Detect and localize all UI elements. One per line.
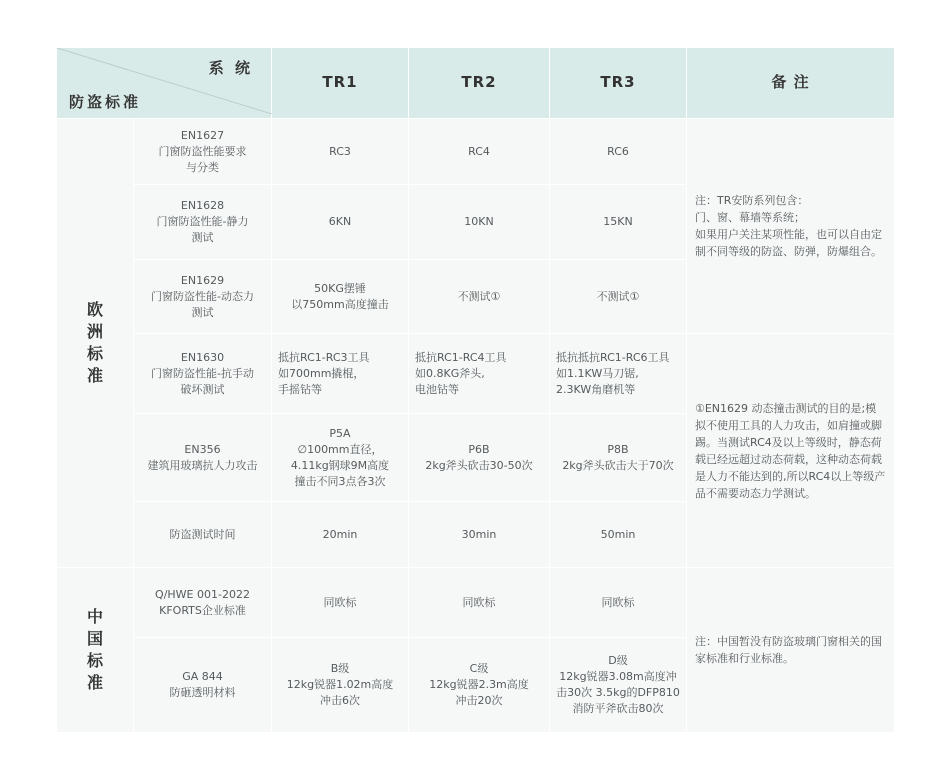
col-header-tr1: TR1 (272, 48, 409, 119)
header-row (57, 48, 895, 119)
tr1-cell: B级 12kg锐器1.02m高度 冲击6次 (272, 638, 409, 733)
group-label-cn: 中 国 标 准 (57, 568, 134, 733)
group-label-eu: 欧 洲 标 准 (57, 119, 134, 568)
standard-label: 防盗标准 (69, 93, 142, 111)
standard-cell: EN1629 门窗防盗性能-动态力 测试 (134, 260, 272, 334)
tr2-cell: RC4 (409, 119, 550, 185)
standard-cell: GA 844 防砸透明材料 (134, 638, 272, 733)
tr1-cell: 同欧标 (272, 568, 409, 638)
table-row (57, 568, 895, 638)
tr1-cell: RC3 (272, 119, 409, 185)
tr3-cell: 15KN (550, 185, 687, 260)
system-label: 系 统 (208, 59, 253, 77)
col-header-remark: 备 注 (687, 48, 895, 119)
tr2-cell: 10KN (409, 185, 550, 260)
tr2-cell: 抵抗RC1-RC4工具 如0.8KG斧头, 电池钻等 (409, 334, 550, 414)
standard-cell: EN1628 门窗防盗性能-静力 测试 (134, 185, 272, 260)
tr2-cell: 不测试① (409, 260, 550, 334)
tr3-cell: RC6 (550, 119, 687, 185)
diagonal-header-cell (57, 48, 272, 119)
tr1-cell: 20min (272, 502, 409, 568)
tr3-cell: P8B 2kg斧头砍击大于70次 (550, 414, 687, 502)
remark-note-1: 注：TR安防系列包含： 门、窗、幕墙等系统； 如果用户关注某项性能，也可以自由定制不同等级的防盗、防弹，防爆组合。 (687, 119, 895, 334)
tr2-cell: C级 12kg锐器2.3m高度 冲击20次 (409, 638, 550, 733)
col-header-tr3: TR3 (550, 48, 687, 119)
tr1-cell: 6KN (272, 185, 409, 260)
remark-note-2: ①EN1629 动态撞击测试的目的是;模拟不使用工具的人力攻击，如肩撞或脚踢。当测试RC4及以上等级时，静态荷载已经远超过动态荷载，这种动态荷载是人力不能达到的,所以RC4以上等级产品不需要动态力学测试。 (687, 334, 895, 568)
standards-table-container (56, 47, 894, 731)
col-header-tr2: TR2 (409, 48, 550, 119)
standard-cell: EN1630 门窗防盗性能-抗手动 破坏测试 (134, 334, 272, 414)
tr3-cell: 抵抗抵抗RC1-RC6工具 如1.1KW马刀锯, 2.3KW角磨机等 (550, 334, 687, 414)
tr2-cell: P6B 2kg斧头砍击30-50次 (409, 414, 550, 502)
tr1-cell: 50KG摆锤 以750mm高度撞击 (272, 260, 409, 334)
tr2-cell: 30min (409, 502, 550, 568)
tr1-cell: 抵抗RC1-RC3工具 如700mm撬棍， 手摇钻等 (272, 334, 409, 414)
table-row (57, 119, 895, 185)
tr3-cell: 同欧标 (550, 568, 687, 638)
tr3-cell: 50min (550, 502, 687, 568)
table-row (57, 334, 895, 414)
security-standards-table (56, 47, 895, 733)
tr3-cell: D级 12kg锐器3.08m高度冲 击30次 3.5kg的DFP810 消防平斧砍击80次 (550, 638, 687, 733)
standard-cell: 防盗测试时间 (134, 502, 272, 568)
standard-cell: Q/HWE 001-2022 KFORTS企业标准 (134, 568, 272, 638)
tr2-cell: 同欧标 (409, 568, 550, 638)
standard-cell: EN1627 门窗防盗性能要求 与分类 (134, 119, 272, 185)
tr1-cell: P5A ∅100mm直径， 4.11kg钢球9M高度 撞击不同3点各3次 (272, 414, 409, 502)
tr3-cell: 不测试① (550, 260, 687, 334)
standard-cell: EN356 建筑用玻璃抗人力攻击 (134, 414, 272, 502)
remark-note-3: 注：中国暂没有防盗玻璃门窗相关的国家标准和行业标准。 (687, 568, 895, 733)
